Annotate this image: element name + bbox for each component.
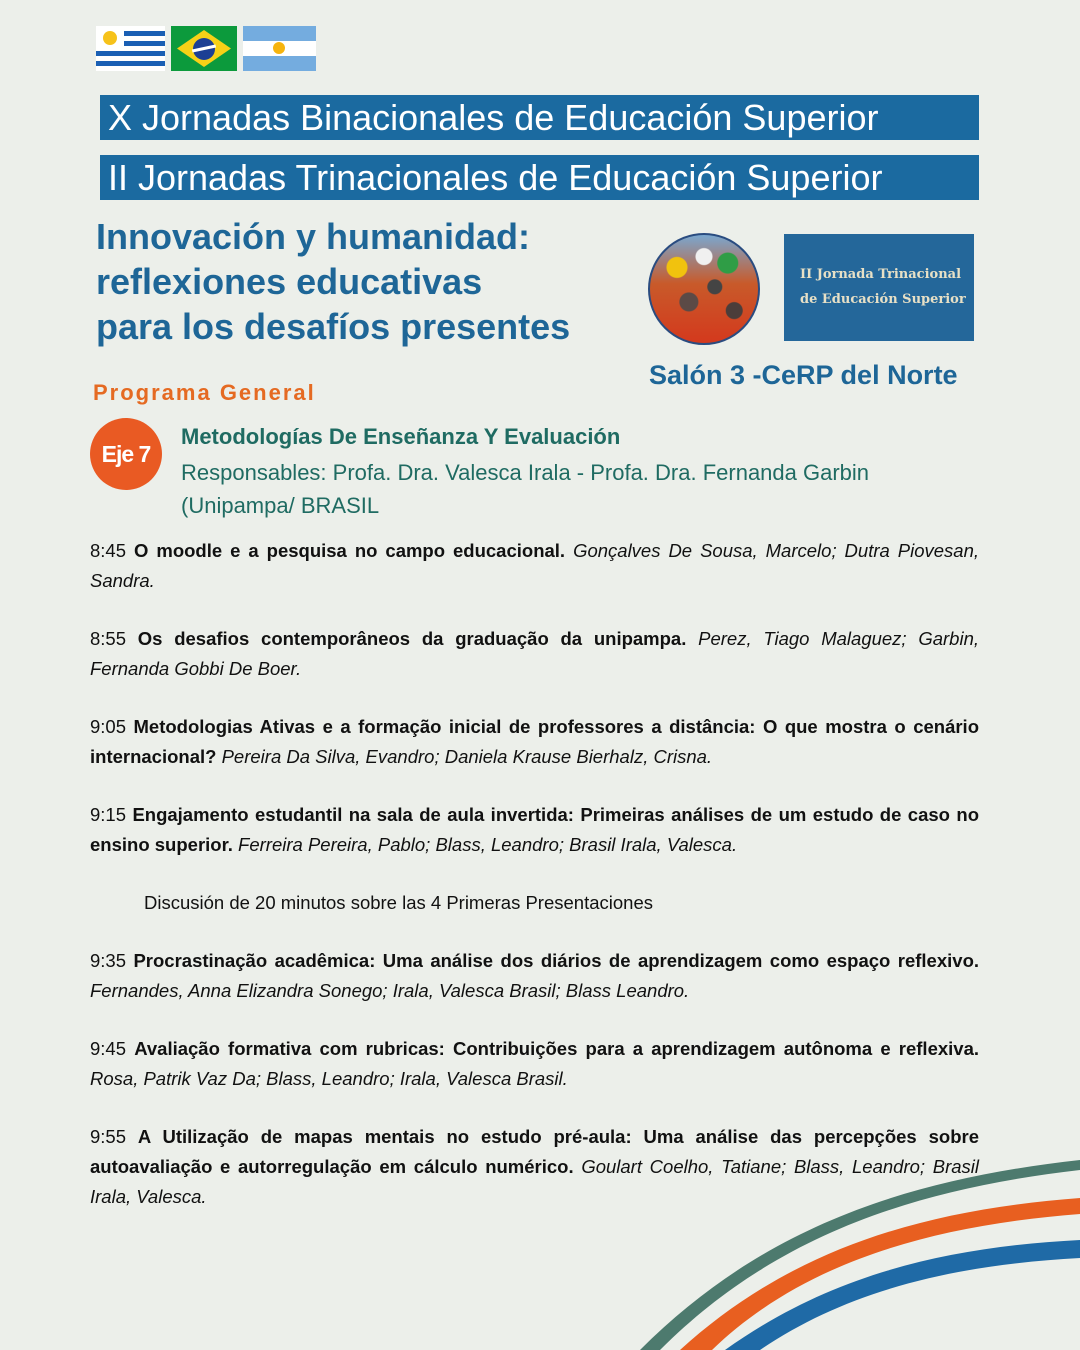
programa-label: Programa General — [93, 380, 316, 405]
item-authors: Gonçalves De Sousa, Marcelo; Dutra Piovesan, Sandra. — [90, 540, 980, 591]
eje-title: Metodologías De Enseñanza Y Evaluación — [181, 424, 621, 449]
item-time: 9:05 — [90, 716, 127, 737]
item-title: Engajamento estudantil na sala de aula invertida: Primeiras análises de um estudo de caso no ensino superior. — [90, 804, 979, 855]
discussion-note: Discusión de 20 minutos sobre las 4 Primeras Presentaciones — [144, 892, 653, 913]
item-time: 9:15 — [90, 804, 127, 825]
subtitle-line-3: para los desafíos presentes — [96, 306, 571, 347]
item-time: 9:45 — [90, 1038, 127, 1059]
item-time: 8:55 — [90, 628, 127, 649]
item-title: O moodle e a pesquisa no campo educacional. — [134, 540, 566, 561]
venue-label: Salón 3 -CeRP del Norte — [649, 360, 958, 390]
item-title: Os desafios contemporâneos da graduação da unipampa. — [137, 628, 687, 649]
item-title: A Utilização de mapas mentais no estudo pré-aula: Uma análise das percepções sobre autoavaliação e autorregulação em cálculo numérico. — [90, 1126, 979, 1177]
subtitle-line-1: Innovación y humanidad: — [96, 216, 531, 257]
item-time: 9:55 — [90, 1126, 127, 1147]
item-time: 9:35 — [90, 950, 127, 971]
item-authors: Rosa, Patrik Vaz Da; Blass, Leandro; Irala, Valesca Brasil. — [90, 1068, 568, 1089]
header-title-1: X Jornadas Binacionales de Educación Superior — [100, 95, 979, 140]
item-title: Procrastinação acadêmica: Uma análise dos diários de aprendizagem como espaço reflexivo. — [133, 950, 980, 971]
item-title: Avaliação formativa com rubricas: Contribuições para a aprendizagem autônoma e reflexiva. — [134, 1038, 980, 1059]
item-authors: Ferreira Pereira, Pablo; Blass, Leandro; Brasil Irala, Valesca. — [238, 834, 738, 855]
item-authors: Pereira Da Silva, Evandro; Daniela Krause Bierhalz, Crisna. — [221, 746, 713, 767]
eje-responsables: Responsables: Profa. Dra. Valesca Irala - Profa. Dra. Fernanda Garbin (Unipampa/ BRASIL — [181, 460, 870, 518]
subtitle-line-2: reflexiones educativas — [96, 261, 483, 302]
item-time: 8:45 — [90, 540, 127, 561]
header-title-2: II Jornadas Trinacionales de Educación Superior — [100, 155, 979, 200]
item-title: Metodologias Ativas e a formação inicial de professores a distância: O que mostra o cenário internacional? — [90, 716, 980, 767]
item-authors: Fernandes, Anna Elizandra Sonego; Irala, Valesca Brasil; Blass Leandro. — [90, 980, 690, 1001]
item-authors: Goulart Coelho, Tatiane; Blass, Leandro; Brasil Irala, Valesca. — [90, 1156, 979, 1207]
eje-badge: Eje 7 — [90, 418, 162, 490]
logo-line-2: de Educación Superior — [800, 292, 966, 307]
logo-line-1: II Jornada Trinacional — [800, 267, 962, 282]
item-authors: Perez, Tiago Malaguez; Garbin, Fernanda Gobbi De Boer. — [90, 628, 979, 679]
